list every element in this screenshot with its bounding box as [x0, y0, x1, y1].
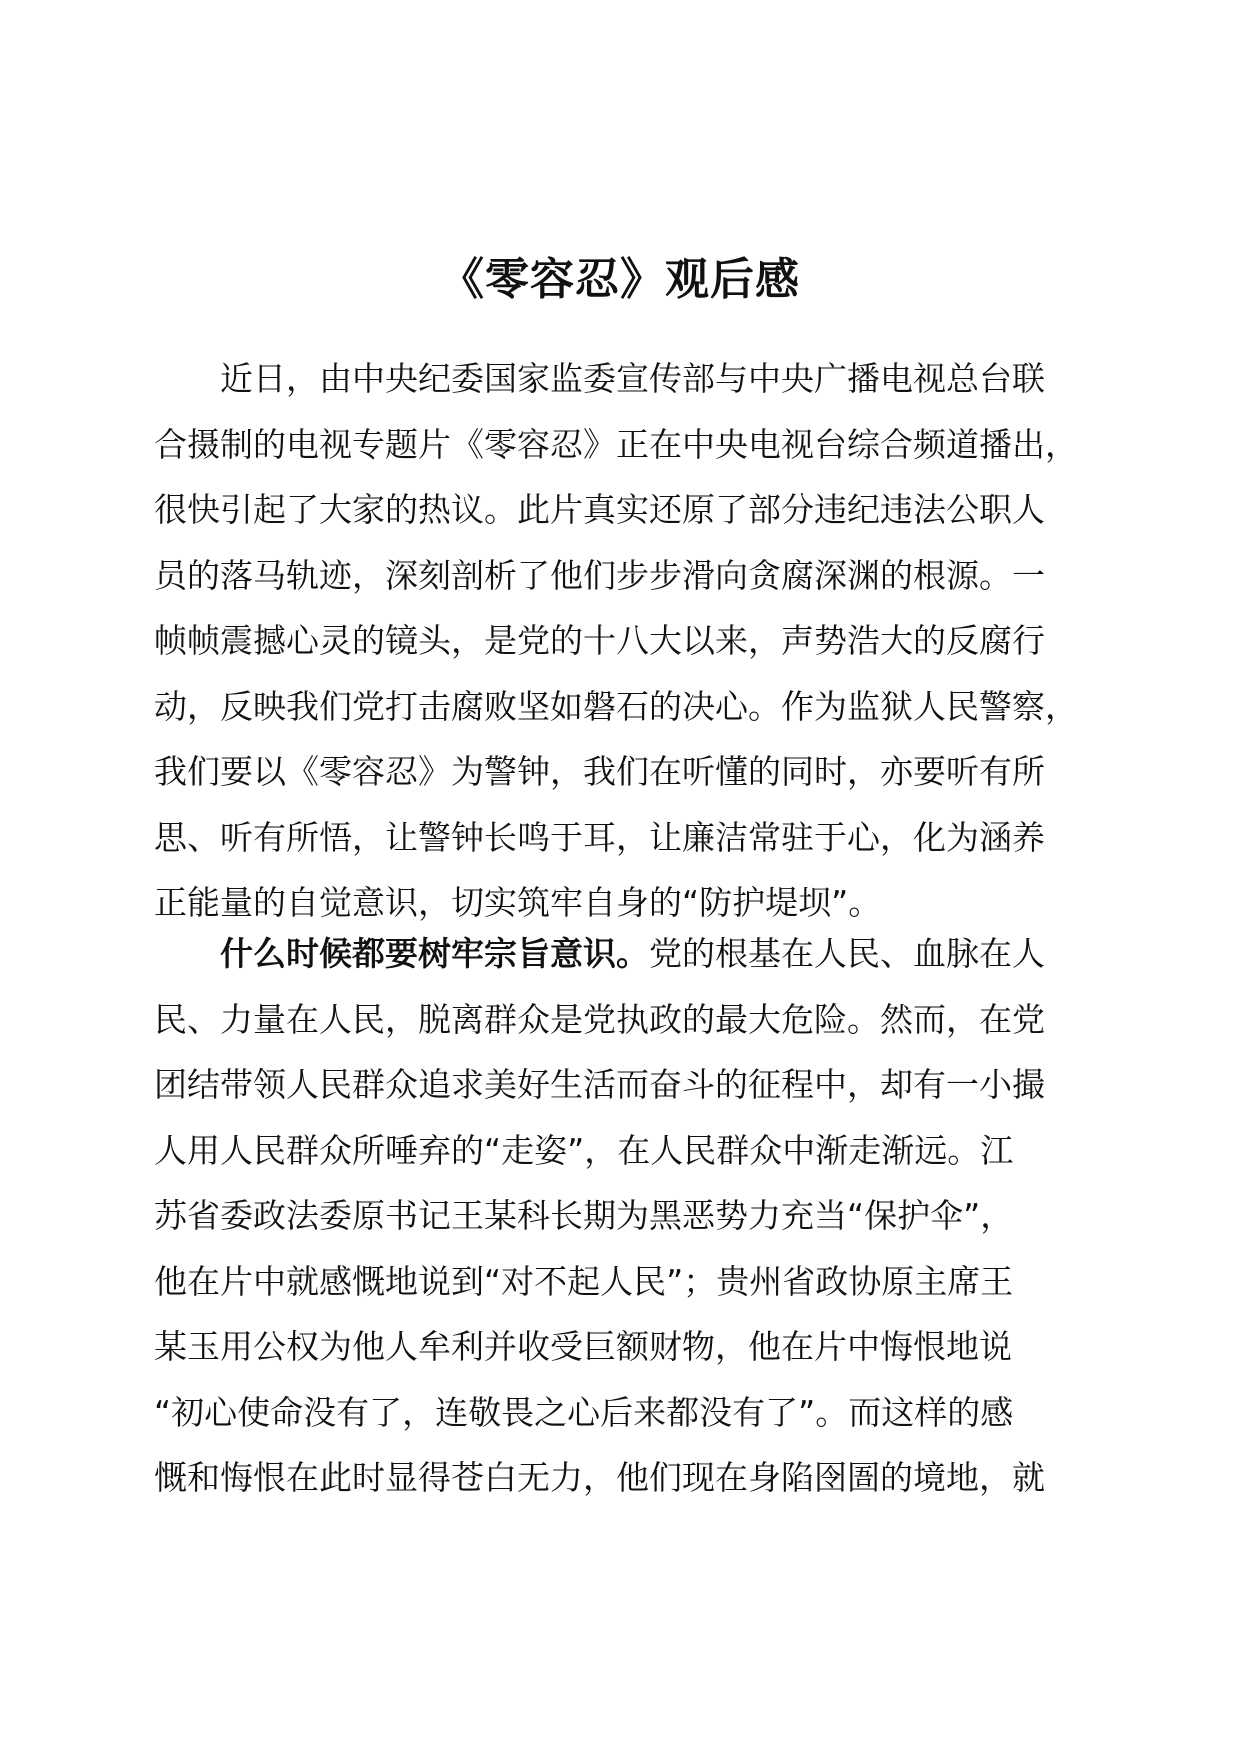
paragraph-first-line: [154, 921, 1114, 987]
paragraph-line: 某玉用公权为他人牟利并收受巨额财物，他在片中悔恨地说: [154, 1327, 1012, 1366]
paragraph-line: 帧帧震撼心灵的镜头，是党的十八大以来，声势浩大的反腐行: [154, 621, 1045, 660]
paragraph-line: 正能量的自觉意识，切实筑牢自身的“防护堤坝”。: [154, 883, 882, 922]
paragraph-line: 民、力量在人民，脱离群众是党执政的最大危险。然而，在党: [154, 999, 1045, 1039]
paragraph-line: 人用人民群众所唾弃的“走姿”，在人民群众中渐走渐远。江: [154, 1130, 1014, 1170]
paragraph-line: 团结带领人民群众追求美好生活而奋斗的征程中，却有一小撮: [154, 1065, 1045, 1104]
paragraph-line: 思、听有所悟，让警钟长鸣于耳，让廉洁常驻于心，化为涵养: [154, 817, 1045, 857]
paragraph-line: 动，反映我们党打击腐败坚如磐石的决心。作为监狱人民警察，: [154, 686, 1078, 726]
paragraph-line: 他在片中就感慨地说到“对不起人民”；贵州省政协原主席王: [154, 1261, 1014, 1301]
paragraph-line: 合摄制的电视专题片《零容忍》正在中央电视台综合频道播出，: [154, 424, 1078, 464]
paragraph-2: [154, 921, 1114, 1511]
paragraph-heading: 什么时候都要树牢宗旨意识。: [220, 934, 649, 973]
paragraph-line: 员的落马轨迹，深刻剖析了他们步步滑向贪腐深渊的根源。一: [154, 555, 1045, 595]
paragraph-1: [154, 346, 1114, 936]
paragraph-line: “初心使命没有了，连敬畏之心后来都没有了”。而这样的感: [154, 1392, 1014, 1432]
paragraph-line: 很快引起了大家的热议。此片真实还原了部分违纪违法公职人: [154, 490, 1045, 529]
document-title: 《零容忍》观后感: [440, 254, 800, 305]
paragraph-line: 我们要以《零容忍》为警钟，我们在听懂的同时，亦要听有所: [154, 752, 1045, 791]
paragraph-line: 苏省委政法委原书记王某科长期为黑恶势力充当“保护伞”，: [154, 1196, 1014, 1235]
paragraph-line: 近日，由中央纪委国家监委宣传部与中央广播电视总台联: [220, 359, 1045, 398]
paragraph-line: 慨和悔恨在此时显得苍白无力，他们现在身陷囹圄的境地，就: [154, 1458, 1045, 1497]
paragraph-first-line-rest: 党的根基在人民、血脉在人: [649, 934, 1045, 973]
